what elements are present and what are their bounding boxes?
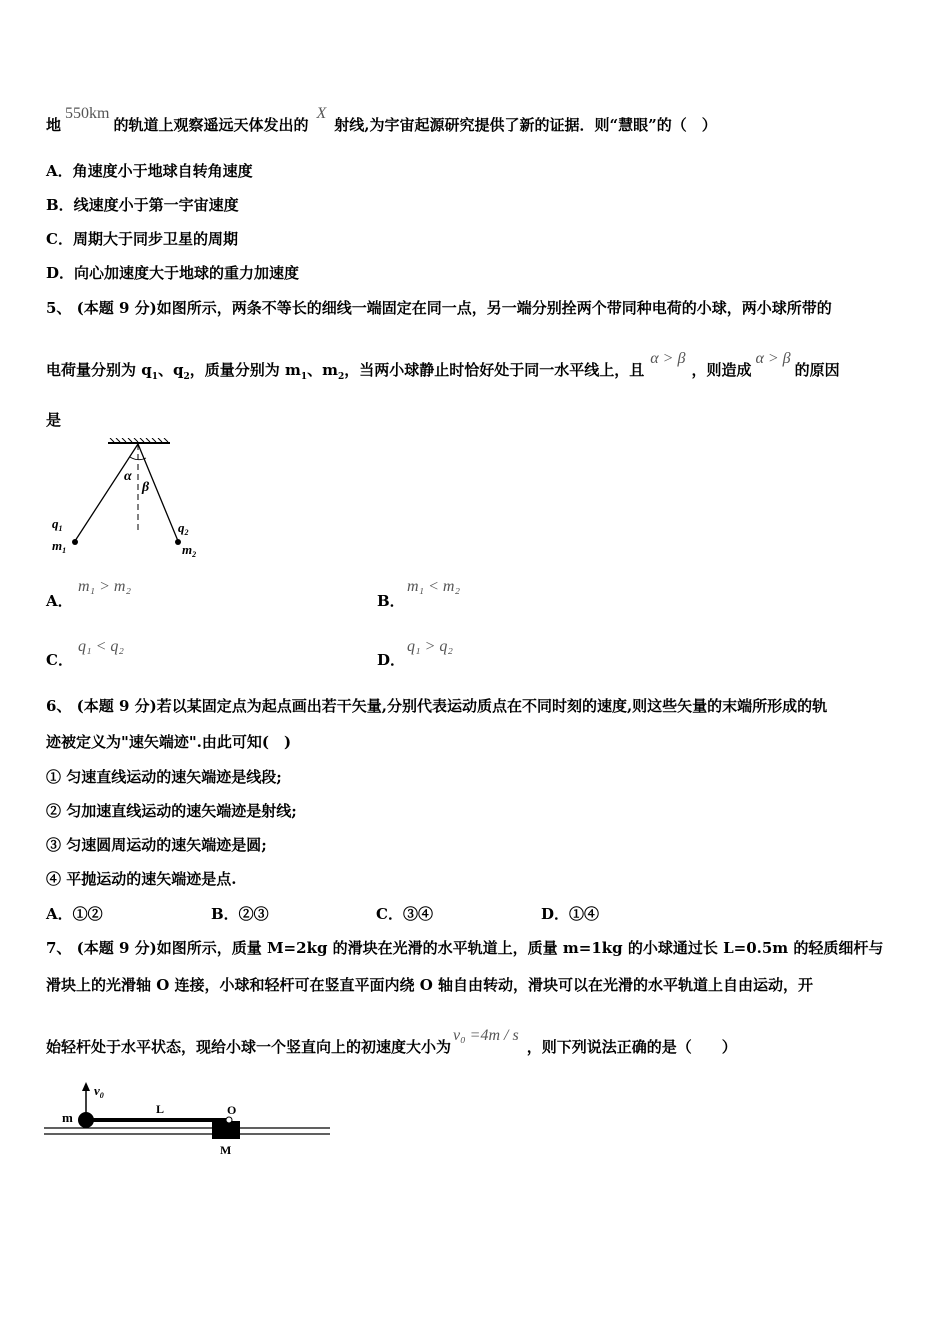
q4-stem-line	[46, 105, 717, 136]
q6-option-b[interactable]: B．②③	[211, 905, 269, 923]
q5-pendulum-figure	[46, 438, 216, 563]
q5-ball-2	[175, 539, 181, 545]
q7-slider-block	[212, 1121, 240, 1139]
q4-option-c[interactable]: C．周期大于同步卫星的周期	[46, 230, 238, 248]
q6-stem-line1: 6、 (本题 9 分)若以某固定点为起点画出若干矢量,分别代表运动质点在不同时刻的速度,则这些矢量的末端所形成的轨	[46, 697, 828, 715]
q5-option-a-math[interactable]: m₁ > m₂	[78, 578, 132, 595]
q5-m1-label: $m_1$	[52, 538, 67, 555]
q5-option-b-label[interactable]: B．	[377, 592, 405, 610]
q7-slider-figure	[44, 1080, 334, 1162]
q7-text-a: 始轻杆处于水平状态，现给小球一个竖直向上的初速度大小为	[46, 1038, 452, 1056]
q7-O-label: O	[227, 1103, 237, 1117]
q5-beta-label: β	[142, 480, 150, 495]
q5-sub: 1	[300, 372, 308, 382]
q5-math-alpha-beta-1: α > β	[650, 350, 686, 367]
q5-text-d: ，则造成	[691, 361, 752, 379]
q4-text-c: 射线,为宇宙起源研究提供了新的证据．则“慧眼”的（ ）	[334, 116, 717, 134]
q6-stem-line2: 迹被定义为"速矢端迹".由此可知( )	[46, 733, 292, 751]
q5-m2-label: $m_2$	[182, 542, 197, 559]
q7-v0-label: $v_0$	[94, 1083, 104, 1100]
q5-option-c-label[interactable]: C．	[46, 651, 73, 669]
q7-text-b: ，则下列说法正确的是（ ）	[526, 1038, 737, 1056]
q5-ball-1	[72, 539, 78, 545]
q5-sub: 2	[183, 372, 190, 382]
q7-L-label: L	[156, 1102, 165, 1116]
q5-string-left	[75, 444, 138, 541]
q5-sep: 、m	[307, 361, 338, 379]
q5-text-e: 的原因	[794, 361, 840, 379]
q4-option-b[interactable]: B．线速度小于第一宇宙速度	[46, 196, 239, 214]
q7-stem-line3	[46, 1027, 737, 1058]
q6-statement-4: ④ 平抛运动的速矢端迹是点.	[46, 870, 237, 888]
q5-sub: 1	[151, 372, 158, 382]
q4-text-b: 的轨道上观察遥远天体发出的	[113, 116, 309, 134]
q5-sep: 、q	[157, 361, 184, 379]
q4-math-x: X	[316, 105, 327, 122]
q7-math-v0: v₀ =4m / s	[453, 1027, 519, 1044]
q4-option-d[interactable]: D．向心加速度大于地球的重力加速度	[46, 264, 300, 282]
q5-stem-line3: 是	[46, 411, 62, 429]
q5-math-alpha-beta-2: α > β	[755, 350, 791, 367]
q5-sub: 2	[338, 372, 345, 382]
q6-statement-2: ② 匀加速直线运动的速矢端迹是射线;	[46, 802, 297, 820]
q6-option-d[interactable]: D．①④	[541, 905, 600, 923]
q7-m-label: m	[62, 1110, 73, 1125]
q5-alpha-label: α	[124, 469, 132, 484]
q5-option-a-label[interactable]: A．	[46, 592, 73, 610]
q6-option-a[interactable]: A．①②	[46, 905, 103, 923]
q5-option-c-math[interactable]: q₁ < q₂	[78, 638, 124, 655]
q4-text-a: 地	[46, 116, 62, 134]
q7-stem-line2: 滑块上的光滑轴 O 连接，小球和轻杆可在竖直平面内绕 O 轴自由转动，滑块可以在光滑的水平轨道上自由运动，开	[46, 976, 814, 994]
q5-stem-line1: 5、 (本题 9 分)如图所示，两条不等长的细线一端固定在同一点，另一端分别拴两个带同种电荷的小球，两小球所带的	[46, 299, 832, 317]
q7-stem-line1: 7、 (本题 9 分)如图所示，质量 M=2kg 的滑块在光滑的水平轨道上，质量 m=1kg 的小球通过长 L=0.5m 的轻质细杆与	[46, 939, 884, 957]
q6-option-c[interactable]: C．③④	[376, 905, 433, 923]
q4-math-altitude: 550km	[65, 105, 110, 122]
q5-option-d-label[interactable]: D．	[377, 651, 406, 669]
q7-ball	[78, 1112, 94, 1128]
q5-text-b: ，质量分别为 m	[189, 361, 301, 379]
q7-M-label: M	[220, 1143, 232, 1157]
q4-option-a[interactable]: A．角速度小于地球自转角速度	[46, 162, 253, 180]
q5-q2-label: $q_2$	[178, 520, 189, 537]
q6-statement-1: ① 匀速直线运动的速矢端迹是线段;	[46, 768, 282, 786]
q5-option-b-math[interactable]: m₁ < m₂	[407, 578, 461, 595]
q5-text-a: 电荷量分别为 q	[46, 361, 152, 379]
q5-option-d-math[interactable]: q₁ > q₂	[407, 638, 453, 655]
q5-q1-label: $q_1$	[52, 516, 63, 533]
q6-statement-3: ③ 匀速圆周运动的速矢端迹是圆;	[46, 836, 267, 854]
q5-text-c: ，当两小球静止时恰好处于同一水平线上，且	[344, 361, 645, 379]
q5-stem-line2	[46, 350, 840, 387]
